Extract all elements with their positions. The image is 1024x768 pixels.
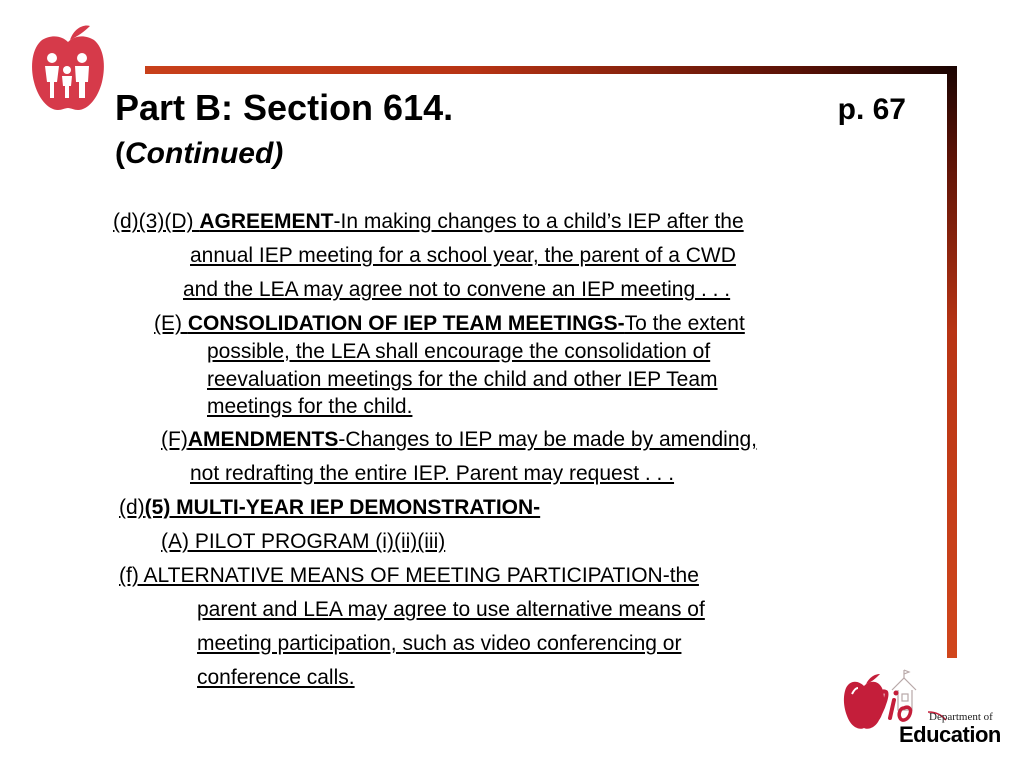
body-line-14: meeting participation, such as video conferencing or: [197, 632, 682, 655]
body-line-9: not redrafting the entire IEP. Parent may request . . .: [190, 462, 675, 485]
body-line-6: reevaluation meetings for the child and other IEP Team: [207, 368, 718, 391]
line-8-bold: AMENDMENTS: [187, 428, 339, 451]
body-line-10: [119, 495, 540, 521]
line-1-text: -In making changes to a child’s IEP after the: [333, 210, 744, 233]
line-1-prefix: (d)(3)(D): [113, 210, 200, 233]
slide-title: Part B: Section 614.: [115, 87, 454, 128]
line-10-bold: (5) MULTI-YEAR IEP DEMONSTRATION-: [144, 496, 541, 519]
line-8-text: -Changes to IEP may be made by amending,: [338, 428, 758, 451]
body-line-4: [154, 311, 745, 337]
line-4-bold: CONSOLIDATION OF IEP TEAM MEETINGS-: [187, 312, 625, 335]
body-line-3: and the LEA may agree not to convene an IEP meeting . . .: [183, 278, 731, 301]
body-line-12: (f) ALTERNATIVE MEANS OF MEETING PARTICIPATION-the: [119, 564, 699, 587]
decorative-side-bar: [947, 66, 957, 658]
logo-education: Education: [899, 722, 1001, 747]
line-4-prefix: (E): [154, 312, 188, 335]
body-line-1: [113, 209, 744, 235]
apple-family-icon: [30, 22, 106, 114]
line-4-text: To the extent: [624, 312, 745, 335]
decorative-top-bar: [145, 66, 957, 74]
line-10-prefix: (d): [119, 496, 145, 519]
line-1-bold: AGREEMENT: [199, 210, 334, 233]
body-line-13: parent and LEA may agree to use alternative means of: [197, 598, 705, 621]
body-line-8: [161, 427, 757, 453]
subtitle-continued: Continued): [125, 137, 284, 170]
body-line-15: conference calls.: [197, 666, 355, 689]
body-line-11: (A) PILOT PROGRAM (i)(ii)(iii): [161, 530, 446, 553]
body-line-5: possible, the LEA shall encourage the consolidation of: [207, 340, 711, 363]
body-line-7: meetings for the child.: [207, 395, 413, 418]
subtitle-open-paren: (: [115, 137, 125, 170]
slide-subtitle: [115, 136, 283, 172]
page-number: p. 67: [837, 93, 906, 126]
body-line-2: annual IEP meeting for a school year, the parent of a CWD: [190, 244, 736, 267]
logo-department-of: Department of: [929, 711, 993, 723]
line-8-prefix: (F): [161, 428, 188, 451]
